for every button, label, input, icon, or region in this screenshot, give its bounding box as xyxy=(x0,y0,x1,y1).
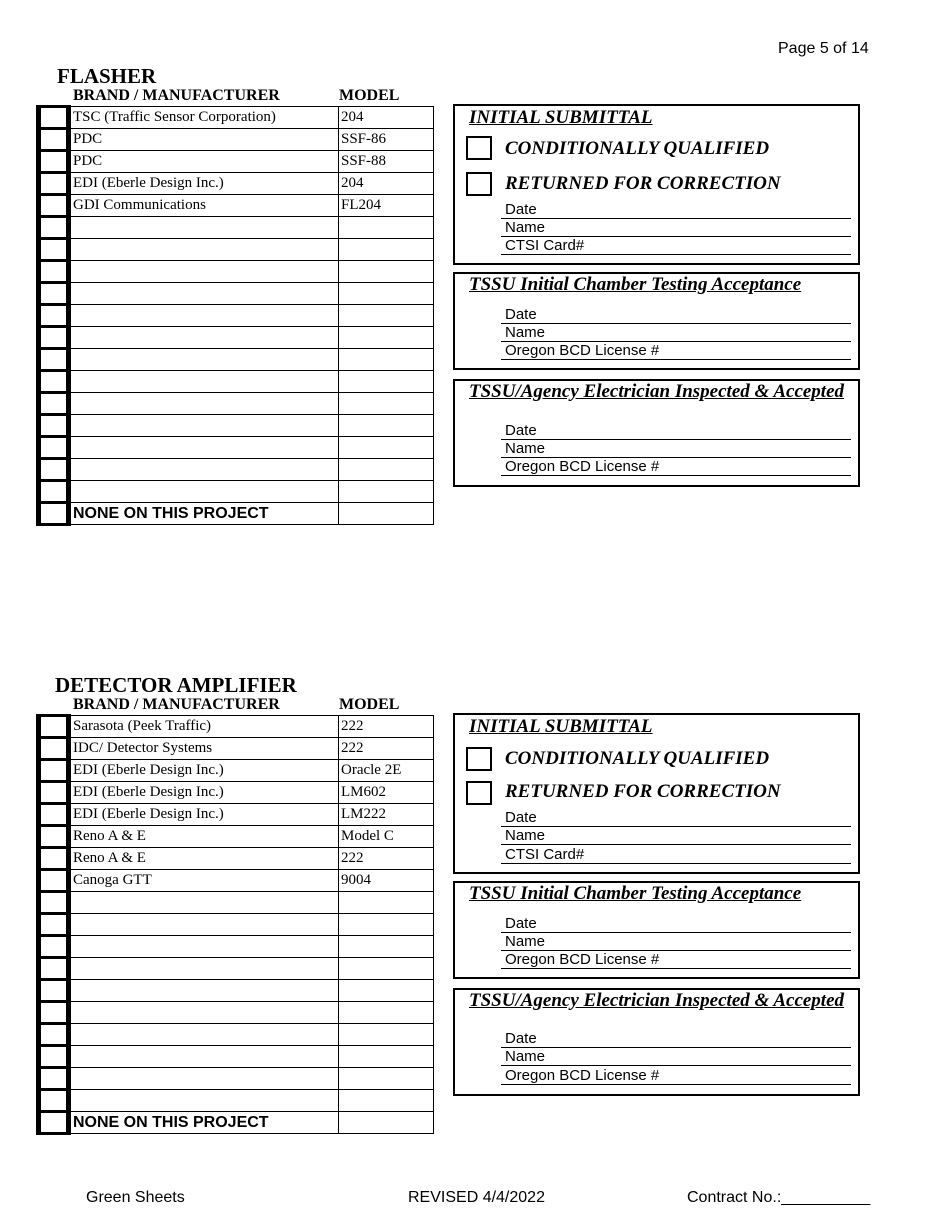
model-cell: 222 xyxy=(339,738,434,760)
conditionally-qualified-label: CONDITIONALLY QUALIFIED xyxy=(505,748,770,769)
table-row xyxy=(39,261,434,283)
table-row xyxy=(39,217,434,239)
name-field[interactable]: Name xyxy=(501,933,851,951)
brand-cell xyxy=(69,980,339,1002)
model-cell xyxy=(339,415,434,437)
none-on-project-checkbox[interactable] xyxy=(39,503,69,525)
row-checkbox[interactable] xyxy=(39,936,69,958)
model-cell xyxy=(339,349,434,371)
model-cell xyxy=(339,1068,434,1090)
name-field[interactable]: Name xyxy=(501,219,851,237)
conditionally-qualified-checkbox[interactable] xyxy=(466,136,492,160)
table-row xyxy=(39,481,434,503)
model-cell: 222 xyxy=(339,848,434,870)
date-field[interactable]: Date xyxy=(501,201,851,219)
brand-cell: GDI Communications xyxy=(69,195,339,217)
name-field[interactable]: Name xyxy=(501,324,851,342)
date-field[interactable]: Date xyxy=(501,306,851,324)
brand-cell: Reno A & E xyxy=(69,848,339,870)
brand-cell: EDI (Eberle Design Inc.) xyxy=(69,760,339,782)
table-row xyxy=(39,107,434,129)
brand-cell: EDI (Eberle Design Inc.) xyxy=(69,173,339,195)
tssu-agency-box xyxy=(453,988,860,1096)
model-cell: Model C xyxy=(339,826,434,848)
brand-cell xyxy=(69,327,339,349)
initial-submittal-title: INITIAL SUBMITTAL xyxy=(469,716,653,737)
row-checkbox[interactable] xyxy=(39,129,69,151)
table-row xyxy=(39,1090,434,1112)
table-row xyxy=(39,415,434,437)
model-cell xyxy=(339,1024,434,1046)
brand-cell xyxy=(69,437,339,459)
table-row xyxy=(39,936,434,958)
returned-for-correction-label: RETURNED FOR CORRECTION xyxy=(505,173,781,194)
row-checkbox[interactable] xyxy=(39,349,69,371)
brand-cell: EDI (Eberle Design Inc.) xyxy=(69,782,339,804)
model-cell: SSF-86 xyxy=(339,129,434,151)
row-checkbox[interactable] xyxy=(39,804,69,826)
table-row xyxy=(39,283,434,305)
brand-cell xyxy=(69,958,339,980)
model-cell xyxy=(339,283,434,305)
table-row xyxy=(39,327,434,349)
row-checkbox[interactable] xyxy=(39,217,69,239)
footer-revised: REVISED 4/4/2022 xyxy=(408,1189,545,1206)
model-header: MODEL xyxy=(339,696,400,713)
table-row xyxy=(39,980,434,1002)
table-row xyxy=(39,870,434,892)
table-row xyxy=(39,349,434,371)
table-row xyxy=(39,1046,434,1068)
row-checkbox[interactable] xyxy=(39,261,69,283)
ctsi-card-field[interactable]: CTSI Card# xyxy=(501,237,851,255)
row-checkbox[interactable] xyxy=(39,371,69,393)
model-cell: LM602 xyxy=(339,782,434,804)
model-cell: 204 xyxy=(339,107,434,129)
returned-for-correction-checkbox[interactable] xyxy=(466,781,492,805)
brand-cell: PDC xyxy=(69,129,339,151)
row-checkbox[interactable] xyxy=(39,1002,69,1024)
row-checkbox[interactable] xyxy=(39,826,69,848)
initial-submittal-title: INITIAL SUBMITTAL xyxy=(469,107,653,128)
brand-cell xyxy=(69,1046,339,1068)
tssu-agency-title: TSSU/Agency Electrician Inspected & Accepted xyxy=(469,990,845,1011)
brand-cell xyxy=(69,393,339,415)
model-cell xyxy=(339,1112,434,1134)
row-checkbox[interactable] xyxy=(39,958,69,980)
row-checkbox[interactable] xyxy=(39,738,69,760)
model-cell xyxy=(339,1002,434,1024)
row-checkbox[interactable] xyxy=(39,151,69,173)
name-field[interactable]: Name xyxy=(501,827,851,845)
table-row xyxy=(39,804,434,826)
table-row xyxy=(39,151,434,173)
model-cell xyxy=(339,980,434,1002)
model-cell xyxy=(339,503,434,525)
model-cell: 222 xyxy=(339,716,434,738)
initial-submittal-box xyxy=(453,713,860,874)
row-checkbox[interactable] xyxy=(39,393,69,415)
initial-submittal-box xyxy=(453,104,860,265)
table-row xyxy=(39,1002,434,1024)
table-row xyxy=(39,195,434,217)
none-on-project-checkbox[interactable] xyxy=(39,1112,69,1134)
brand-cell xyxy=(69,481,339,503)
model-cell: SSF-88 xyxy=(339,151,434,173)
table-row xyxy=(39,716,434,738)
brand-cell xyxy=(69,371,339,393)
table-row xyxy=(39,782,434,804)
brand-cell xyxy=(69,349,339,371)
row-checkbox[interactable] xyxy=(39,716,69,738)
model-cell xyxy=(339,481,434,503)
brand-cell xyxy=(69,1024,339,1046)
tssu-chamber-box xyxy=(453,881,860,979)
returned-for-correction-label: RETURNED FOR CORRECTION xyxy=(505,781,781,802)
row-checkbox[interactable] xyxy=(39,481,69,503)
model-cell xyxy=(339,217,434,239)
row-checkbox[interactable] xyxy=(39,195,69,217)
table-row xyxy=(39,848,434,870)
table-row xyxy=(39,459,434,481)
bcd-license-field[interactable]: Oregon BCD License # xyxy=(501,951,851,969)
row-checkbox[interactable] xyxy=(39,980,69,1002)
brand-cell xyxy=(69,239,339,261)
tssu-agency-box xyxy=(453,379,860,487)
model-cell xyxy=(339,459,434,481)
row-checkbox[interactable] xyxy=(39,107,69,129)
none-on-project-label: NONE ON THIS PROJECT xyxy=(69,1112,339,1134)
row-checkbox[interactable] xyxy=(39,1046,69,1068)
ctsi-card-field[interactable]: CTSI Card# xyxy=(501,846,851,864)
row-checkbox[interactable] xyxy=(39,1068,69,1090)
brand-cell: Canoga GTT xyxy=(69,870,339,892)
brand-cell: Sarasota (Peek Traffic) xyxy=(69,716,339,738)
tssu-agency-title: TSSU/Agency Electrician Inspected & Accepted xyxy=(469,381,845,402)
table-row xyxy=(39,437,434,459)
row-checkbox[interactable] xyxy=(39,1024,69,1046)
table-row xyxy=(39,173,434,195)
table-row xyxy=(39,1024,434,1046)
row-checkbox[interactable] xyxy=(39,173,69,195)
brand-cell xyxy=(69,459,339,481)
none-on-project-label: NONE ON THIS PROJECT xyxy=(69,503,339,525)
row-checkbox[interactable] xyxy=(39,327,69,349)
row-checkbox[interactable] xyxy=(39,305,69,327)
brand-cell xyxy=(69,1002,339,1024)
brand-cell xyxy=(69,283,339,305)
name-field[interactable]: Name xyxy=(501,440,851,458)
brand-cell xyxy=(69,936,339,958)
row-checkbox[interactable] xyxy=(39,459,69,481)
brand-cell: IDC/ Detector Systems xyxy=(69,738,339,760)
date-field[interactable]: Date xyxy=(501,809,851,827)
row-checkbox[interactable] xyxy=(39,415,69,437)
model-cell xyxy=(339,914,434,936)
model-cell xyxy=(339,936,434,958)
conditionally-qualified-label: CONDITIONALLY QUALIFIED xyxy=(505,138,770,159)
table-row xyxy=(39,371,434,393)
footer-left: Green Sheets xyxy=(86,1189,185,1206)
model-cell xyxy=(339,958,434,980)
model-cell: 9004 xyxy=(339,870,434,892)
row-checkbox[interactable] xyxy=(39,848,69,870)
row-checkbox[interactable] xyxy=(39,914,69,936)
table-row xyxy=(39,760,434,782)
model-cell xyxy=(339,261,434,283)
tssu-chamber-box xyxy=(453,272,860,370)
model-cell xyxy=(339,239,434,261)
table-row xyxy=(39,738,434,760)
brand-cell: EDI (Eberle Design Inc.) xyxy=(69,804,339,826)
brand-header: BRAND / MANUFACTURER xyxy=(73,696,280,713)
date-field[interactable]: Date xyxy=(501,422,851,440)
row-checkbox[interactable] xyxy=(39,283,69,305)
row-checkbox[interactable] xyxy=(39,239,69,261)
model-cell xyxy=(339,437,434,459)
brand-cell xyxy=(69,415,339,437)
tssu-chamber-title: TSSU Initial Chamber Testing Acceptance xyxy=(469,274,802,295)
table-row xyxy=(39,239,434,261)
brand-cell xyxy=(69,892,339,914)
row-checkbox[interactable] xyxy=(39,782,69,804)
page-number: Page 5 of 14 xyxy=(778,40,869,57)
date-field[interactable]: Date xyxy=(501,915,851,933)
row-checkbox[interactable] xyxy=(39,437,69,459)
brand-header: BRAND / MANUFACTURER xyxy=(73,87,280,104)
model-cell: Oracle 2E xyxy=(339,760,434,782)
bcd-license-field[interactable]: Oregon BCD License # xyxy=(501,1067,851,1085)
brand-cell xyxy=(69,261,339,283)
bcd-license-field[interactable]: Oregon BCD License # xyxy=(501,342,851,360)
brand-cell xyxy=(69,1068,339,1090)
model-cell: 204 xyxy=(339,173,434,195)
table-row xyxy=(39,393,434,415)
conditionally-qualified-checkbox[interactable] xyxy=(466,747,492,771)
row-checkbox[interactable] xyxy=(39,1090,69,1112)
brand-cell xyxy=(69,305,339,327)
table-row xyxy=(39,958,434,980)
model-cell: LM222 xyxy=(339,804,434,826)
model-cell xyxy=(339,327,434,349)
model-cell xyxy=(339,1090,434,1112)
section-title-detector-amplifier: DETECTOR AMPLIFIER xyxy=(55,673,297,697)
product-table-flasher xyxy=(36,105,434,526)
model-cell: FL204 xyxy=(339,195,434,217)
model-cell xyxy=(339,1046,434,1068)
brand-cell: PDC xyxy=(69,151,339,173)
row-checkbox[interactable] xyxy=(39,760,69,782)
brand-cell xyxy=(69,217,339,239)
footer-contract-number: Contract No.:__________ xyxy=(687,1189,871,1206)
row-checkbox[interactable] xyxy=(39,892,69,914)
brand-cell xyxy=(69,914,339,936)
name-field[interactable]: Name xyxy=(501,1048,851,1066)
table-row xyxy=(39,1068,434,1090)
table-row xyxy=(39,826,434,848)
section-title-flasher: FLASHER xyxy=(57,64,157,88)
model-cell xyxy=(339,892,434,914)
table-row xyxy=(39,305,434,327)
table-row xyxy=(39,892,434,914)
bcd-license-field[interactable]: Oregon BCD License # xyxy=(501,458,851,476)
returned-for-correction-checkbox[interactable] xyxy=(466,172,492,196)
date-field[interactable]: Date xyxy=(501,1030,851,1048)
row-checkbox[interactable] xyxy=(39,870,69,892)
brand-cell: Reno A & E xyxy=(69,826,339,848)
brand-cell: TSC (Traffic Sensor Corporation) xyxy=(69,107,339,129)
brand-cell xyxy=(69,1090,339,1112)
none-on-project-row xyxy=(39,1112,434,1134)
model-cell xyxy=(339,393,434,415)
model-cell xyxy=(339,305,434,327)
tssu-chamber-title: TSSU Initial Chamber Testing Acceptance xyxy=(469,883,802,904)
none-on-project-row xyxy=(39,503,434,525)
model-header: MODEL xyxy=(339,87,400,104)
table-row xyxy=(39,129,434,151)
model-cell xyxy=(339,371,434,393)
table-row xyxy=(39,914,434,936)
product-table-detector-amplifier xyxy=(36,714,434,1135)
